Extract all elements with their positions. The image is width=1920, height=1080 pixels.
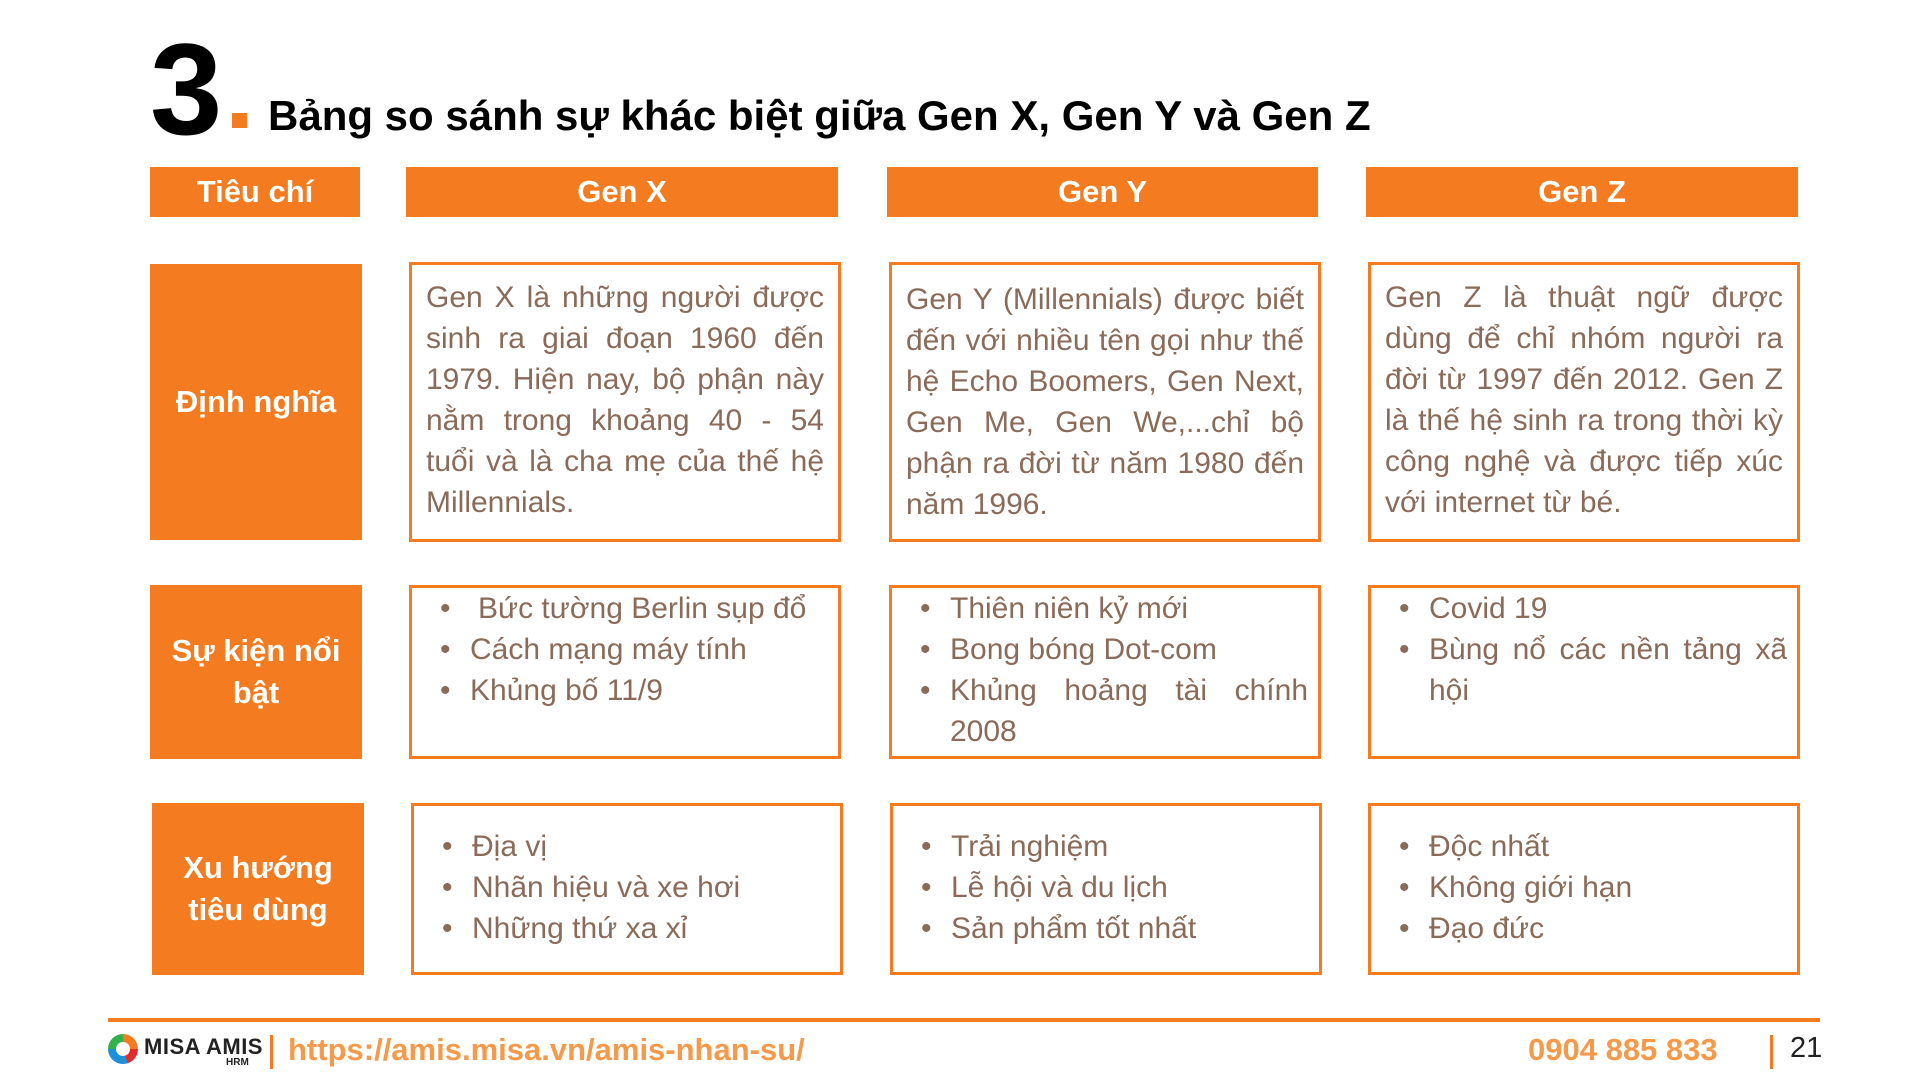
page-number: 21: [1790, 1032, 1823, 1064]
list-item: • Nhãn hiệu và xe hơi: [472, 867, 830, 908]
trends-gen-z: [1368, 803, 1800, 975]
list-item: • Sản phẩm tốt nhất: [951, 908, 1309, 949]
footer-logo-text: MISA AMIS: [144, 1034, 263, 1059]
events-gen-y: [889, 585, 1321, 759]
list-item: • Độc nhất: [1429, 826, 1787, 867]
list-item: • Covid 19: [1429, 588, 1787, 629]
row-label-trends: Xu hướng tiêu dùng: [152, 803, 364, 975]
row-label-definition: Định nghĩa: [150, 264, 362, 540]
list-item: • Bùng nổ các nền tảng xã hội: [1429, 629, 1787, 711]
list-item: • Đạo đức: [1429, 908, 1787, 949]
list-item: • Địa vị: [472, 826, 830, 867]
row-label-events: Sự kiện nổi bật: [150, 585, 362, 759]
page-title: Bảng so sánh sự khác biệt giữa Gen X, Gen Y và Gen Z: [268, 92, 1371, 139]
definition-gen-y: Gen Y (Millennials) được biết đến với nhiều tên gọi như thế hệ Echo Boomers, Gen Next, Gen Me, Gen We,...chỉ bộ phận ra đời từ năm 1980 đến năm 1996.: [889, 262, 1321, 542]
footer-divider: [108, 1018, 1820, 1022]
footer-url-link[interactable]: https://amis.misa.vn/amis-nhan-su/: [288, 1032, 805, 1067]
list-item: • Lễ hội và du lịch: [951, 867, 1309, 908]
list-item: • Thiên niên kỷ mới: [950, 588, 1308, 629]
section-number: 3: [150, 16, 223, 162]
list-item: • Khủng bố 11/9: [470, 670, 828, 711]
list-item: • Cách mạng máy tính: [470, 629, 828, 670]
misa-logo-icon: [108, 1034, 138, 1064]
column-header-criteria: Tiêu chí: [150, 167, 360, 217]
definition-gen-z: Gen Z là thuật ngữ được dùng để chỉ nhóm người ra đời từ 1997 đến 2012. Gen Z là thế hệ sinh ra trong thời kỳ công nghệ và được tiếp xúc với internet từ bé.: [1368, 262, 1800, 542]
trends-gen-y: [890, 803, 1322, 975]
list-item: • Những thứ xa xỉ: [472, 908, 830, 949]
footer-logo-sub: HRM: [226, 1057, 249, 1068]
column-header-gen-x: Gen X: [406, 167, 838, 217]
footer-separator: [1770, 1035, 1773, 1069]
events-gen-x: [409, 585, 841, 759]
footer-separator: [270, 1035, 273, 1069]
footer-phone: 0904 885 833: [1528, 1032, 1718, 1067]
column-header-gen-z: Gen Z: [1366, 167, 1798, 217]
section-number-dot: [232, 113, 247, 128]
column-header-gen-y: Gen Y: [887, 167, 1318, 217]
list-item: • Khủng hoảng tài chính 2008: [950, 670, 1308, 752]
list-item: • Không giới hạn: [1429, 867, 1787, 908]
list-item: • Bức tường Berlin sụp đổ: [470, 588, 828, 629]
list-item: • Trải nghiệm: [951, 826, 1309, 867]
trends-gen-x: [411, 803, 843, 975]
definition-gen-x: Gen X là những người được sinh ra giai đoạn 1960 đến 1979. Hiện nay, bộ phận này nằm trong khoảng 40 - 54 tuổi và là cha mẹ của thế hệ Millennials.: [409, 262, 841, 542]
list-item: • Bong bóng Dot-com: [950, 629, 1308, 670]
events-gen-z: [1368, 585, 1800, 759]
